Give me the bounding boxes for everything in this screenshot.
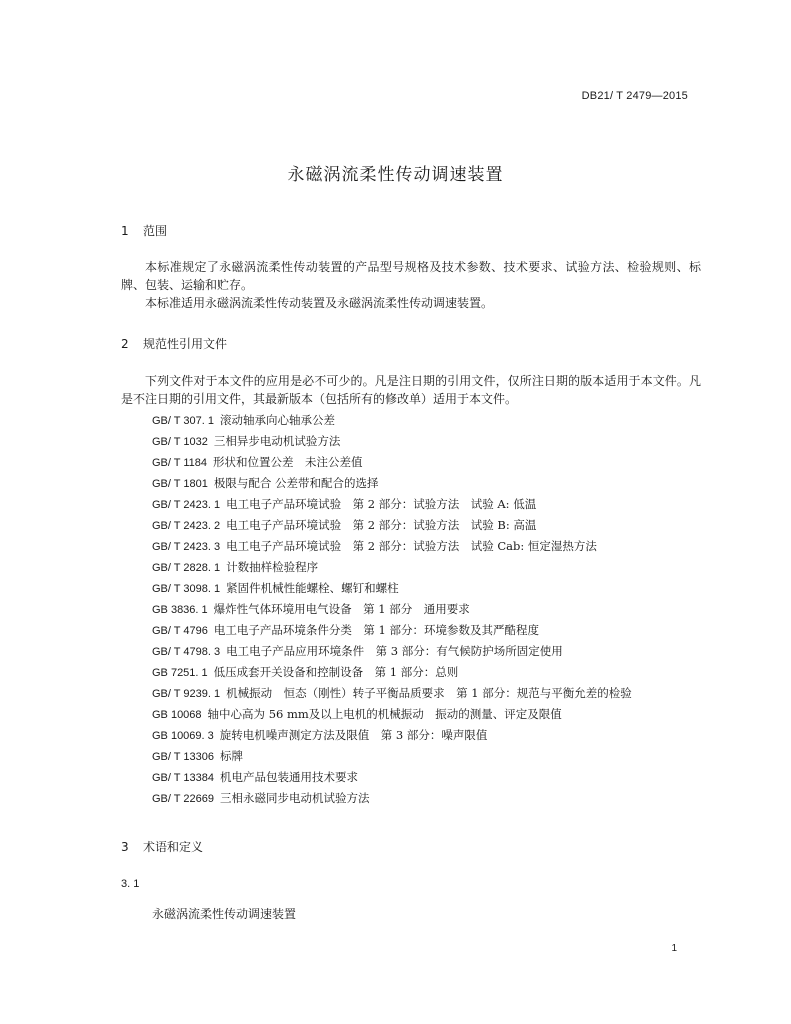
reference-title: 电工电子产品环境条件分类 第 1 部分：环境参数及其严酷程度 bbox=[213, 623, 539, 637]
reference-item bbox=[152, 725, 632, 746]
reference-title: 轴中心高为 56 mm及以上电机的机械振动 振动的测量、评定及限值 bbox=[207, 707, 562, 721]
section-number: 1 bbox=[121, 224, 129, 238]
reference-code: GB/ T 13384 bbox=[152, 772, 214, 784]
reference-item bbox=[152, 704, 632, 725]
section-number: 3 bbox=[121, 840, 129, 854]
term-entry: 永磁涡流柔性传动调速装置 bbox=[152, 907, 297, 921]
reference-code: GB/ T 22669 bbox=[152, 793, 214, 805]
reference-item bbox=[152, 599, 632, 620]
reference-item bbox=[152, 662, 632, 683]
reference-code: GB/ T 2828. 1 bbox=[152, 562, 221, 574]
section-heading-terms bbox=[121, 838, 203, 855]
reference-code: GB/ T 1184 bbox=[152, 457, 208, 469]
reference-item bbox=[152, 767, 632, 788]
reference-title: 极限与配合 公差带和配合的选择 bbox=[213, 476, 379, 490]
reference-item bbox=[152, 410, 632, 431]
reference-title: 机电产品包装通用技术要求 bbox=[219, 770, 358, 784]
reference-list bbox=[152, 410, 632, 809]
reference-code: GB 10069. 3 bbox=[152, 730, 214, 742]
reference-item bbox=[152, 536, 632, 557]
reference-item bbox=[152, 494, 632, 515]
reference-code: GB/ T 13306 bbox=[152, 751, 214, 763]
reference-title: 电工电子产品环境试验 第 2 部分：试验方法 试验 B: 高温 bbox=[226, 518, 537, 532]
reference-title: 电工电子产品应用环境条件 第 3 部分：有气候防护场所固定使用 bbox=[226, 644, 563, 658]
reference-code: GB/ T 2423. 2 bbox=[152, 520, 221, 532]
document-code: DB21/ T 2479—2015 bbox=[581, 90, 688, 102]
reference-code: GB 10068 bbox=[152, 709, 202, 721]
section-title: 术语和定义 bbox=[143, 840, 204, 854]
section-title: 范围 bbox=[143, 224, 168, 238]
reference-title: 紧固件机械性能螺栓、螺钉和螺柱 bbox=[226, 581, 399, 595]
reference-title: 电工电子产品环境试验 第 2 部分：试验方法 试验 A: 低温 bbox=[226, 497, 537, 511]
reference-item bbox=[152, 578, 632, 599]
scope-paragraph-2: 本标准适用永磁涡流柔性传动装置及永磁涡流柔性传动调速装置。 bbox=[145, 296, 494, 310]
reference-title: 低压成套开关设备和控制设备 第 1 部分：总则 bbox=[213, 665, 459, 679]
reference-item bbox=[152, 431, 632, 452]
reference-code: GB 7251. 1 bbox=[152, 667, 208, 679]
reference-item bbox=[152, 683, 632, 704]
reference-code: GB/ T 2423. 3 bbox=[152, 541, 221, 553]
reference-code: GB/ T 4798. 3 bbox=[152, 646, 221, 658]
reference-item bbox=[152, 452, 632, 473]
reference-item bbox=[152, 515, 632, 536]
reference-item bbox=[152, 557, 632, 578]
reference-item bbox=[152, 788, 632, 809]
reference-code: GB/ T 9239. 1 bbox=[152, 688, 221, 700]
reference-title: 三相异步电动机试验方法 bbox=[213, 434, 341, 448]
scope-paragraph-1: 本标准规定了永磁涡流柔性传动装置的产品型号规格及技术参数、技术要求、试验方法、检验规则、标牌、包装、运输和贮存。 bbox=[121, 260, 701, 292]
reference-code: GB/ T 3098. 1 bbox=[152, 583, 221, 595]
subclause-number: 3. 1 bbox=[121, 878, 140, 890]
reference-title: 电工电子产品环境试验 第 2 部分：试验方法 试验 Cab: 恒定湿热方法 bbox=[226, 539, 597, 553]
document-title: 永磁涡流柔性传动调速装置 bbox=[287, 165, 504, 185]
reference-code: GB/ T 2423. 1 bbox=[152, 499, 221, 511]
page-number: 1 bbox=[671, 943, 677, 954]
reference-title: 滚动轴承向心轴承公差 bbox=[219, 413, 335, 427]
reference-item bbox=[152, 473, 632, 494]
reference-item bbox=[152, 620, 632, 641]
reference-title: 计数抽样检验程序 bbox=[226, 560, 319, 574]
reference-title: 标牌 bbox=[219, 749, 243, 763]
section-heading-scope bbox=[121, 222, 167, 239]
reference-title: 三相永磁同步电动机试验方法 bbox=[219, 791, 370, 805]
normative-intro: 下列文件对于本文件的应用是必不可少的。凡是注日期的引用文件，仅所注日期的版本适用于本文件。凡是不注日期的引用文件，其最新版本（包括所有的修改单）适用于本文件。 bbox=[121, 374, 701, 406]
reference-item bbox=[152, 746, 632, 767]
section-heading-normative bbox=[121, 335, 227, 352]
section-number: 2 bbox=[121, 337, 129, 351]
reference-title: 旋转电机噪声测定方法及限值 第 3 部分：噪声限值 bbox=[219, 728, 488, 742]
reference-title: 爆炸性气体环境用电气设备 第 1 部分 通用要求 bbox=[213, 602, 470, 616]
section-title: 规范性引用文件 bbox=[143, 337, 228, 351]
reference-code: GB/ T 1032 bbox=[152, 436, 208, 448]
reference-code: GB 3836. 1 bbox=[152, 604, 208, 616]
reference-code: GB/ T 4796 bbox=[152, 625, 208, 637]
reference-title: 形状和位置公差 未注公差值 bbox=[213, 455, 363, 469]
reference-code: GB/ T 1801 bbox=[152, 478, 208, 490]
reference-item bbox=[152, 641, 632, 662]
reference-title: 机械振动 恒态（刚性）转子平衡品质要求 第 1 部分：规范与平衡允差的检验 bbox=[226, 686, 632, 700]
reference-code: GB/ T 307. 1 bbox=[152, 415, 214, 427]
